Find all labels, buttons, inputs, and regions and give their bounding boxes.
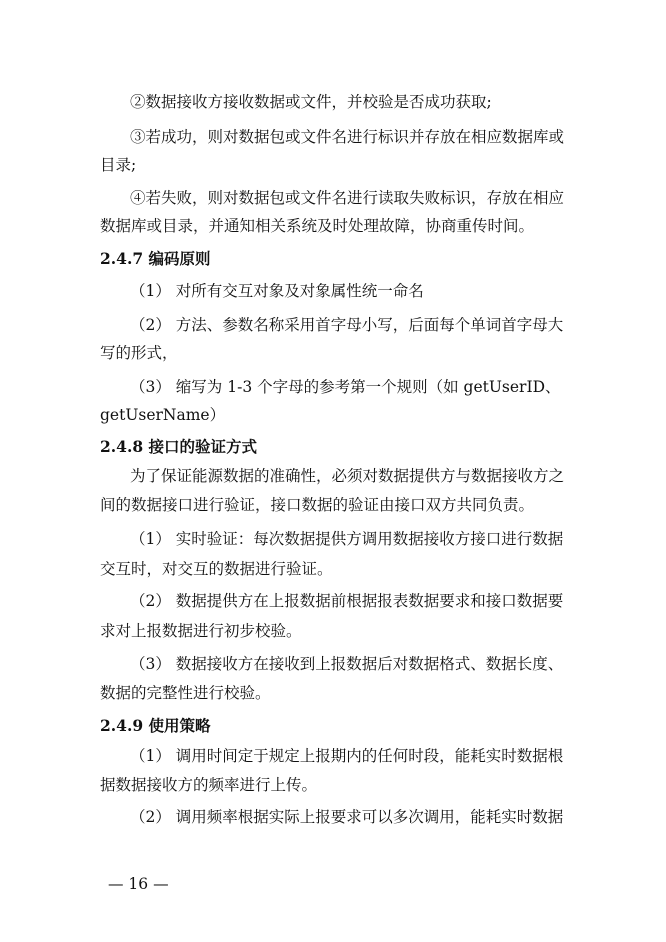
usage-item-1: （1） 调用时间定于规定上报期内的任何时段，能耗实时数据根	[130, 747, 564, 765]
validation-intro: 为了保证能源数据的准确性，必须对数据提供方与数据接收方之	[130, 467, 565, 485]
page-number: — 16 —	[108, 875, 169, 893]
validation-item-2-cont: 求对上报数据进行初步校验。	[100, 622, 302, 640]
section-heading-2-4-8: 2.4.8 接口的验证方式	[100, 437, 258, 456]
section-heading-2-4-9: 2.4.9 使用策略	[100, 716, 211, 735]
validation-item-3-cont: 数据的完整性进行校验。	[100, 684, 271, 702]
validation-item-2: （2） 数据提供方在上报数据前根据报表数据要求和接口数据要	[130, 592, 564, 610]
step-4-text-cont: 数据库或目录，并通知相关系统及时处理故障，协商重传时间。	[100, 217, 535, 235]
encoding-item-2: （2） 方法、参数名称采用首字母小写，后面每个单词首字母大	[130, 316, 564, 334]
validation-item-3: （3） 数据接收方在接收到上报数据后对数据格式、数据长度、	[130, 655, 564, 673]
section-heading-2-4-7: 2.4.7 编码原则	[100, 249, 211, 268]
encoding-item-3: （3） 缩写为 1-3 个字母的参考第一个规则（如 getUserID、	[130, 378, 561, 396]
usage-item-2: （2） 调用频率根据实际上报要求可以多次调用，能耗实时数据	[130, 808, 564, 826]
step-2-text: ②数据接收方接收数据或文件，并校验是否成功获取;	[130, 93, 492, 111]
step-4-text: ④若失败，则对数据包或文件名进行读取失败标识，存放在相应	[130, 189, 565, 207]
encoding-item-3-cont: getUserName）	[100, 406, 226, 424]
validation-item-1-cont: 交互时，对交互的数据进行验证。	[100, 560, 333, 578]
encoding-item-1: （1） 对所有交互对象及对象属性统一命名	[130, 282, 424, 300]
encoding-item-2-cont: 写的形式，	[100, 344, 178, 362]
validation-intro-cont: 间的数据接口进行验证，接口数据的验证由接口双方共同负责。	[100, 496, 535, 514]
step-3-text: ③若成功，则对数据包或文件名进行标识并存放在相应数据库或	[130, 128, 565, 146]
usage-item-1-cont: 据数据接收方的频率进行上传。	[100, 776, 318, 794]
validation-item-1: （1） 实时验证：每次数据提供方调用数据接收方接口进行数据	[130, 530, 564, 548]
step-3-text-cont: 目录;	[100, 156, 137, 174]
